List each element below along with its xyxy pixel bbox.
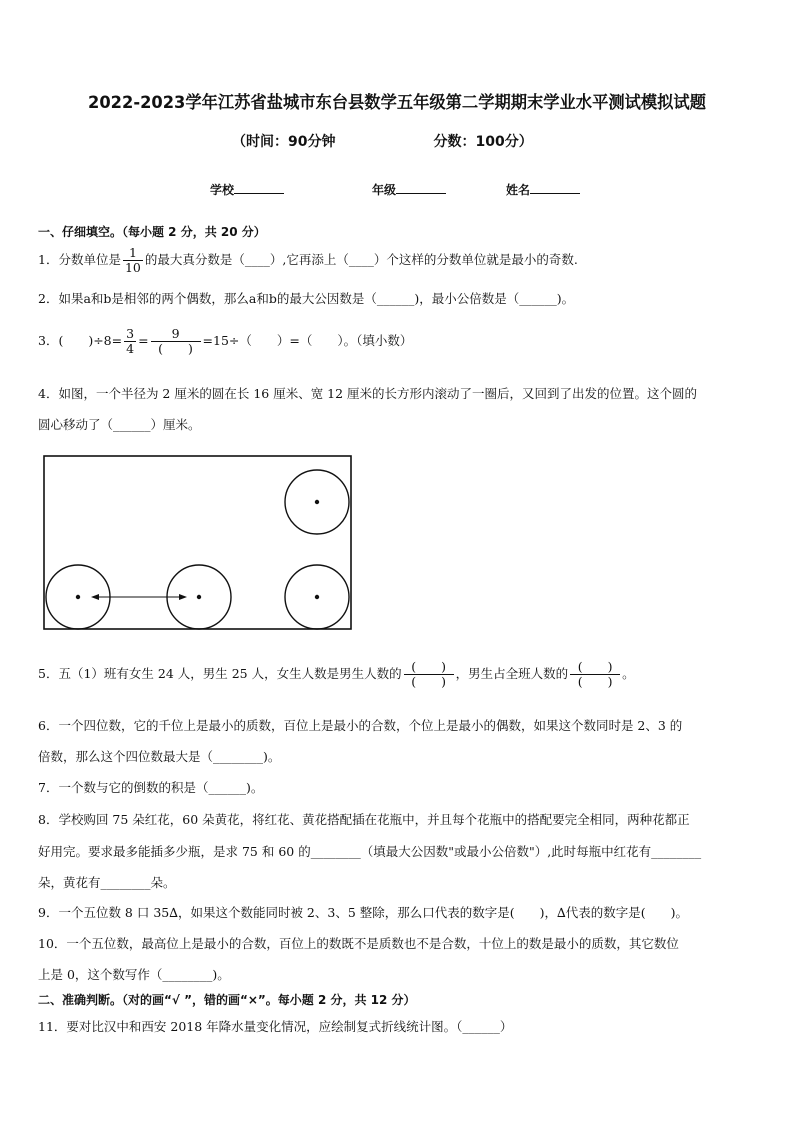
page-title: 2022-2023学年江苏省盐城市东台县数学五年级第二学期期末学业水平测试模拟试题: [88, 93, 706, 113]
school-field[interactable]: 学校: [210, 181, 284, 198]
question-8-line-1: 8．学校购回 75 朵红花，60 朵黄花，将红花、黄花搭配插在花瓶中，并且每个花瓶中的搭配要完全相同，两种花都正: [38, 812, 690, 827]
name-field[interactable]: 姓名: [506, 181, 580, 198]
question-10-line-1: 10．一个五位数，最高位上是最小的合数，百位上的数既不是质数也不是合数，十位上的数是最小的质数，其它数位: [38, 936, 679, 951]
exam-subtitle: [232, 131, 533, 151]
question-4-line-1: 4．如图，一个半径为 2 厘米的圆在长 16 厘米、宽 12 厘米的长方形内滚动了一圈后，又回到了出发的位置。这个圆的: [38, 386, 698, 401]
question-8-line-2: 好用完。要求最多能插多少瓶，是求 75 和 60 的________（填最大公因数"或最小公倍数"）,此时每瓶中红花有________: [38, 844, 702, 859]
question-1: 1．分数单位是 $\frac{1}{10}$ 的最大真分数是（____）,它再添上（____）个这样的分数单位就是最小的奇数.: [38, 245, 578, 275]
circle-center-dot: [197, 595, 201, 599]
question-4-line-2: 圆心移动了（______）厘米。: [38, 417, 201, 432]
question-10-line-2: 上是 0，这个数写作（________)。: [38, 967, 230, 982]
question-11: 11．要对比汉中和西安 2018 年降水量变化情况，应绘制复式折线统计图。（______）: [38, 1019, 513, 1034]
question-6-line-1: 6．一个四位数，它的千位上是最小的质数，百位上是最小的合数，个位上是最小的偶数，如果这个数同时是 2、3 的: [38, 718, 683, 733]
question-2: 2．如果a和b是相邻的两个偶数，那么a和b的最大公因数是（______)，最小公倍数是（______)。: [38, 291, 575, 306]
question-8-line-3: 朵，黄花有________朵。: [38, 875, 176, 890]
exam-score: 分数：100分）: [433, 134, 533, 150]
fraction-blank-1[interactable]: $\frac{( )}{( )}$: [404, 660, 454, 689]
circle-center-dot: [315, 595, 319, 599]
circle-center-dot: [315, 500, 319, 504]
section-2-heading: 二、准确判断。（对的画“√ ”，错的画“×”。每小题 2 分，共 12 分）: [38, 993, 416, 1007]
fraction-9-blank[interactable]: $\frac{9}{( )}$: [151, 327, 201, 356]
question-6-line-2: 倍数，那么这个四位数最大是（________)。: [38, 749, 281, 764]
rolling-circle-diagram: [42, 455, 354, 633]
circle-center-dot: [76, 595, 80, 599]
exam-time: （时间：90分钟: [232, 134, 336, 150]
question-5: 5．五（1）班有女生 24 人，男生 25 人，女生人数是男生人数的 $\frac{( )}{( )}$ ，男生占全班人数的 $\frac{( )}{( )}$ 。: [38, 659, 635, 689]
question-9: 9．一个五位数 8 口 35∆，如果这个数能同时被 2、3、5 整除，那么口代表的数字是( )，∆代表的数字是( )。: [38, 905, 689, 920]
question-7: 7．一个数与它的倒数的积是（______)。: [38, 780, 264, 795]
rectangle-outline: [44, 456, 351, 629]
grade-field[interactable]: 年级: [372, 181, 446, 198]
fraction-1-10: $\frac{1}{10}$: [124, 245, 141, 275]
section-1-heading: 一、仔细填空。（每小题 2 分，共 20 分）: [38, 225, 266, 239]
arrow-head-left: [91, 594, 99, 600]
arrow-head-right: [179, 594, 187, 600]
question-3: 3．( )÷8= $\frac{3}{4}$ = $\frac{9}{( )}$ =15÷（ ）=（ ）。（填小数）: [38, 326, 413, 356]
fraction-blank-2[interactable]: $\frac{( )}{( )}$: [570, 660, 620, 689]
fraction-3-4: $\frac{3}{4}$: [126, 326, 135, 356]
